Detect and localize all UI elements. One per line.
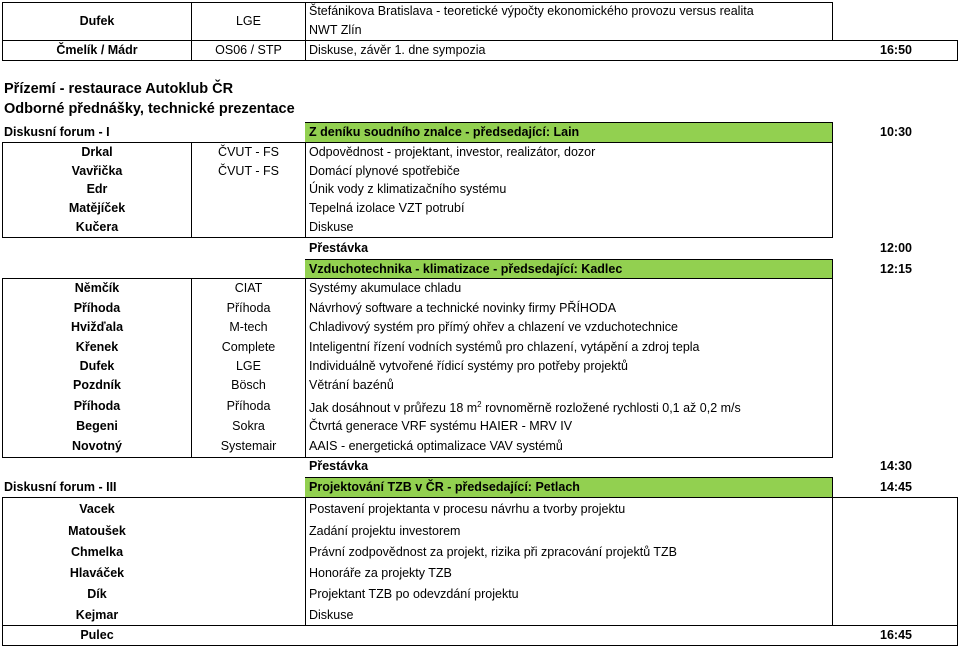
speaker-name: Drkal [81, 145, 113, 159]
header-title: Diskuse, závěr 1. dne sympozia [309, 43, 486, 57]
speaker-name: Němčík [74, 281, 120, 295]
speaker-org: Příhoda [226, 301, 271, 315]
talk-title: Zadání projektu investorem [309, 524, 461, 538]
speaker-org: M-tech [229, 320, 268, 334]
border [832, 2, 833, 41]
talk-title: Projektant TZB po odevzdání projektu [309, 587, 519, 601]
forum-label: Diskusní forum - III [4, 480, 117, 494]
speaker-org: ČVUT - FS [218, 145, 279, 159]
speaker-name: Novotný [72, 439, 122, 453]
session-time: 16:45 [880, 628, 912, 642]
header-speaker: Čmelík / Mádr [56, 43, 138, 57]
speaker-org: CIAT [234, 281, 263, 295]
break-time: 14:30 [880, 459, 912, 473]
speaker-name: Edr [86, 182, 108, 196]
break-time: 12:00 [880, 241, 912, 255]
border [305, 2, 306, 61]
talk-title: Diskuse [309, 608, 354, 622]
break-label: Přestávka [309, 241, 369, 255]
superscript: 2 [477, 399, 482, 409]
border [2, 237, 833, 238]
header-title-2: NWT Zlín [309, 23, 362, 37]
speaker-name: Křenek [75, 340, 119, 354]
speaker-org: Complete [221, 340, 276, 354]
speaker-name: Pulec [80, 628, 114, 642]
talk-title: Tepelná izolace VZT potrubí [309, 201, 465, 215]
border [832, 477, 833, 626]
talk-title: Diskuse [309, 220, 354, 234]
border [305, 497, 306, 625]
speaker-org: Příhoda [226, 399, 271, 413]
border [305, 142, 306, 238]
border [957, 497, 958, 646]
talk-title: Systémy akumulace chladu [309, 281, 462, 295]
header-title-1: Štefánikova Bratislava - teoretické výpočty ekonomického provozu versus realita [309, 4, 754, 18]
session-time: 12:15 [880, 262, 912, 276]
session-title: Projektování TZB v ČR - předsedající: Petlach [309, 480, 580, 494]
session-time: 14:45 [880, 480, 912, 494]
speaker-org: Bösch [231, 378, 266, 392]
speaker-name: Pozdník [73, 378, 121, 392]
border [957, 40, 958, 61]
forum-label: Diskusní forum - I [4, 125, 110, 139]
speaker-name: Vacek [79, 502, 115, 516]
speaker-name: Hlaváček [69, 566, 125, 580]
speaker-name: Matějíček [68, 201, 126, 215]
section-subtitle: Odborné přednášky, technické prezentace [4, 101, 295, 117]
talk-title: Postavení projektanta v procesu návrhu a tvorby projektu [309, 502, 626, 516]
speaker-name: Kejmar [75, 608, 119, 622]
header-time: 16:50 [880, 43, 912, 57]
header-speaker: Dufek [79, 14, 115, 28]
speaker-name: Vavřička [71, 164, 123, 178]
talk-title: AAIS - energetická optimalizace VAV systémů [309, 439, 563, 453]
border [2, 497, 958, 498]
border [2, 457, 833, 458]
speaker-org: ČVUT - FS [218, 164, 279, 178]
border [832, 122, 833, 238]
talk-title: Honoráře za projekty TZB [309, 566, 452, 580]
session-title: Vzduchotechnika - klimatizace - předsedající: Kadlec [309, 262, 623, 276]
border [2, 60, 958, 61]
talk-title-part: rovnoměrně rozložené rychlosti 0,1 až 0,2 m/s [481, 401, 741, 415]
session-title: Z deníku soudního znalce - předsedající: Lain [309, 125, 580, 139]
venue-heading: Přízemí - restaurace Autoklub ČR [4, 81, 234, 97]
speaker-name: Kučera [75, 220, 119, 234]
talk-title: Právní zodpovědnost za projekt, rizika při zpracování projektů TZB [309, 545, 677, 559]
talk-title: Únik vody z klimatizačního systému [309, 182, 507, 196]
speaker-name: Dufek [79, 359, 115, 373]
border [832, 259, 833, 458]
talk-title-part: Jak dosáhnout v průřezu 18 m [309, 401, 478, 415]
speaker-org: Sokra [232, 419, 265, 433]
border [305, 278, 306, 458]
header-org: OS06 / STP [215, 43, 282, 57]
speaker-name: Příhoda [73, 301, 121, 315]
talk-title: Individuálně vytvořené řídicí systémy pro potřeby projektů [309, 359, 628, 373]
speaker-org: Systemair [220, 439, 277, 453]
speaker-name: Begeni [76, 419, 118, 433]
header-org: LGE [235, 14, 261, 28]
border [2, 645, 958, 646]
speaker-name: Dík [87, 587, 107, 601]
talk-title: Chladivový systém pro přímý ohřev a chlazení ve vzduchotechnice [309, 320, 678, 334]
speaker-name: Hvižďala [70, 320, 124, 334]
speaker-name: Matoušek [68, 524, 126, 538]
talk-title: Návrhový software a technické novinky firmy PŘÍHODA [309, 301, 617, 315]
talk-title: Odpovědnost - projektant, investor, realizátor, dozor [309, 145, 596, 159]
talk-title: Inteligentní řízení vodních systémů pro chlazení, vytápění a zdroj tepla [309, 340, 700, 354]
talk-title [309, 399, 741, 417]
speaker-org: LGE [235, 359, 261, 373]
talk-title: Domácí plynové spotřebiče [309, 164, 460, 178]
speaker-name: Chmelka [70, 545, 124, 559]
speaker-name: Příhoda [73, 399, 121, 413]
break-label: Přestávka [309, 459, 369, 473]
talk-title: Větrání bazénů [309, 378, 394, 392]
talk-title: Čtvrtá generace VRF systému HAIER - MRV IV [309, 419, 573, 433]
session-time: 10:30 [880, 125, 912, 139]
